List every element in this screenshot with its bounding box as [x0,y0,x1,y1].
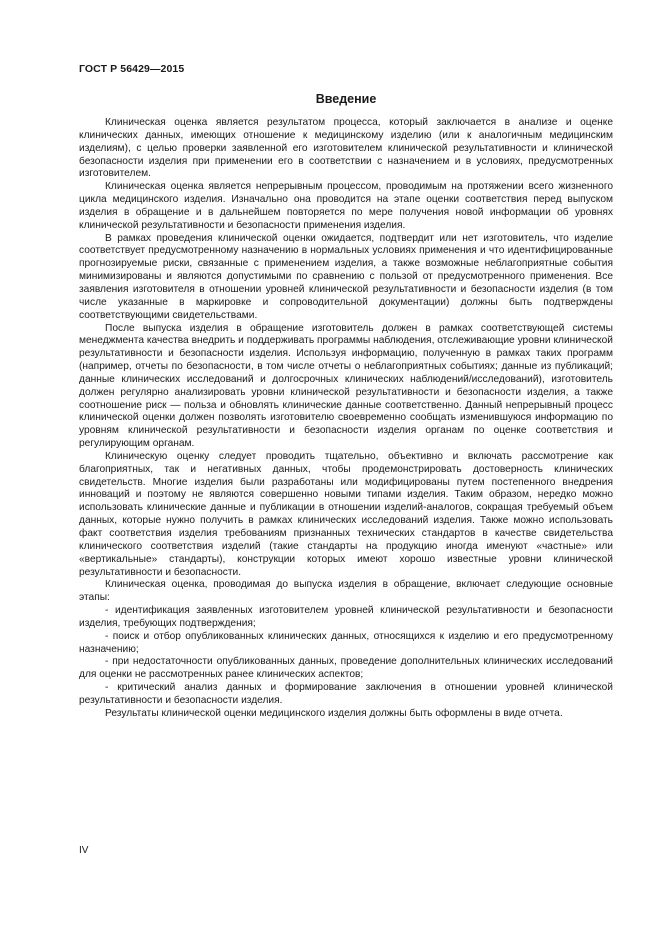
paragraph: В рамках проведения клинической оценки ожидается, подтвердит или нет изготовитель, что изделие соответствует предусмотренному назначению в нормальных условиях применения и что идентифицированные прогнозируемые риски, связанные с применением изделия, а также возможные неблагоприятные события минимизированы и являются допустимыми по сравнению с пользой от предусмотренного применения. Все заявления изготовителя в отношении уровней клинической результативности и безопасности изделия (в том числе указанные в маркировке и сопроводительной документации) должны быть подтверждены соответствующими свидетельствами. [79,232,613,321]
paragraph: После выпуска изделия в обращение изготовитель должен в рамках соответствующей системы менеджмента качества внедрить и поддерживать программы наблюдения, отслеживающие уровни клинической результативности и безопасности изделия. Используя информацию, полученную в рамках таких программ (например, отчеты по безопасности, в том числе отчеты о неблагоприятных событиях; данные из публикаций; данные клинических исследований и долгосрочных клинических наблюдений/исследований), изготовитель должен регулярно анализировать уровни клинической результативности и безопасности изделия, а также соотношение риск — польза и обновлять клинические данные соответственно. Данный непрерывный процесс клинической оценки должен позволять изготовителю своевременно сообщать изменившуюся информацию по уровням клинической результативности и безопасности изделия органам по оценке соответствия и регулирующим органам. [79,322,613,450]
list-item: - идентификация заявленных изготовителем уровней клинической результативности и безопасности изделия, требующих подтверждения; [79,605,613,629]
paragraph: Клиническую оценку следует проводить тщательно, объективно и включать рассмотрение как благоприятных, так и негативных данных, чтобы продемонстрировать достоверность клинических свидетельств. Многие изделия были разработаны или модифицированы путем постепенного внедрения инноваций и поэтому не являются совершенно новыми типами изделия. Таким образом, нередко можно использовать клинические данные и публикации в отношении изделий-аналогов, сокращая требуемый объем данных, которые нужно получить в рамках клинических исследований изделия. Также можно использовать факт соответствия изделия требованиям признанных технических стандартов в качестве свидетельства клинического соответствия изделий (такие стандарты на продукцию иногда именуют «частные» или «вертикальные» стандарты), конструкции которых имеют хорошо известные уровни клинической результативности и безопасности. [79,450,613,578]
page-number: IV [79,845,89,856]
paragraph: Результаты клинической оценки медицинского изделия должны быть оформлены в виде отчета. [105,707,563,719]
section-title: Введение [315,92,377,106]
section-body [79,117,613,721]
paragraph: Клиническая оценка, проводимая до выпуска изделия в обращение, включает следующие основные этапы: [79,579,613,604]
document-header-id: ГОСТ Р 56429—2015 [79,63,185,75]
paragraph: Клиническая оценка является непрерывным процессом, проводимым на протяжении всего жизненного цикла медицинского изделия. Изначально она проводится на этапе оценки соответствия перед выпуском изделия в обращение и в дальнейшем повторяется по мере получения новой информации об уровнях клинической результативности и безопасности применения изделия. [79,181,613,231]
list-item: - поиск и отбор опубликованных клинических данных, относящихся к изделию и его предусмотренному назначению; [79,630,613,655]
list-item: - при недостаточности опубликованных данных, проведение дополнительных клинических исследований для оценки не рассмотренных ранее клинических аспектов; [79,656,613,681]
list-item: - критический анализ данных и формирование заключения в отношении уровней клинической результативности и безопасности изделия. [79,682,613,706]
paragraph: Клиническая оценка является результатом процесса, который заключается в анализе и оценке клинических данных, имеющих отношение к медицинскому изделию (или к аналогичным медицинским изделиям), с целью проверки заявленной его изготовителем клинической результативности и клинической безопасности изделия при применении его в соответствии с назначением и в условиях, предусмотренных изготовителем. [79,117,613,180]
